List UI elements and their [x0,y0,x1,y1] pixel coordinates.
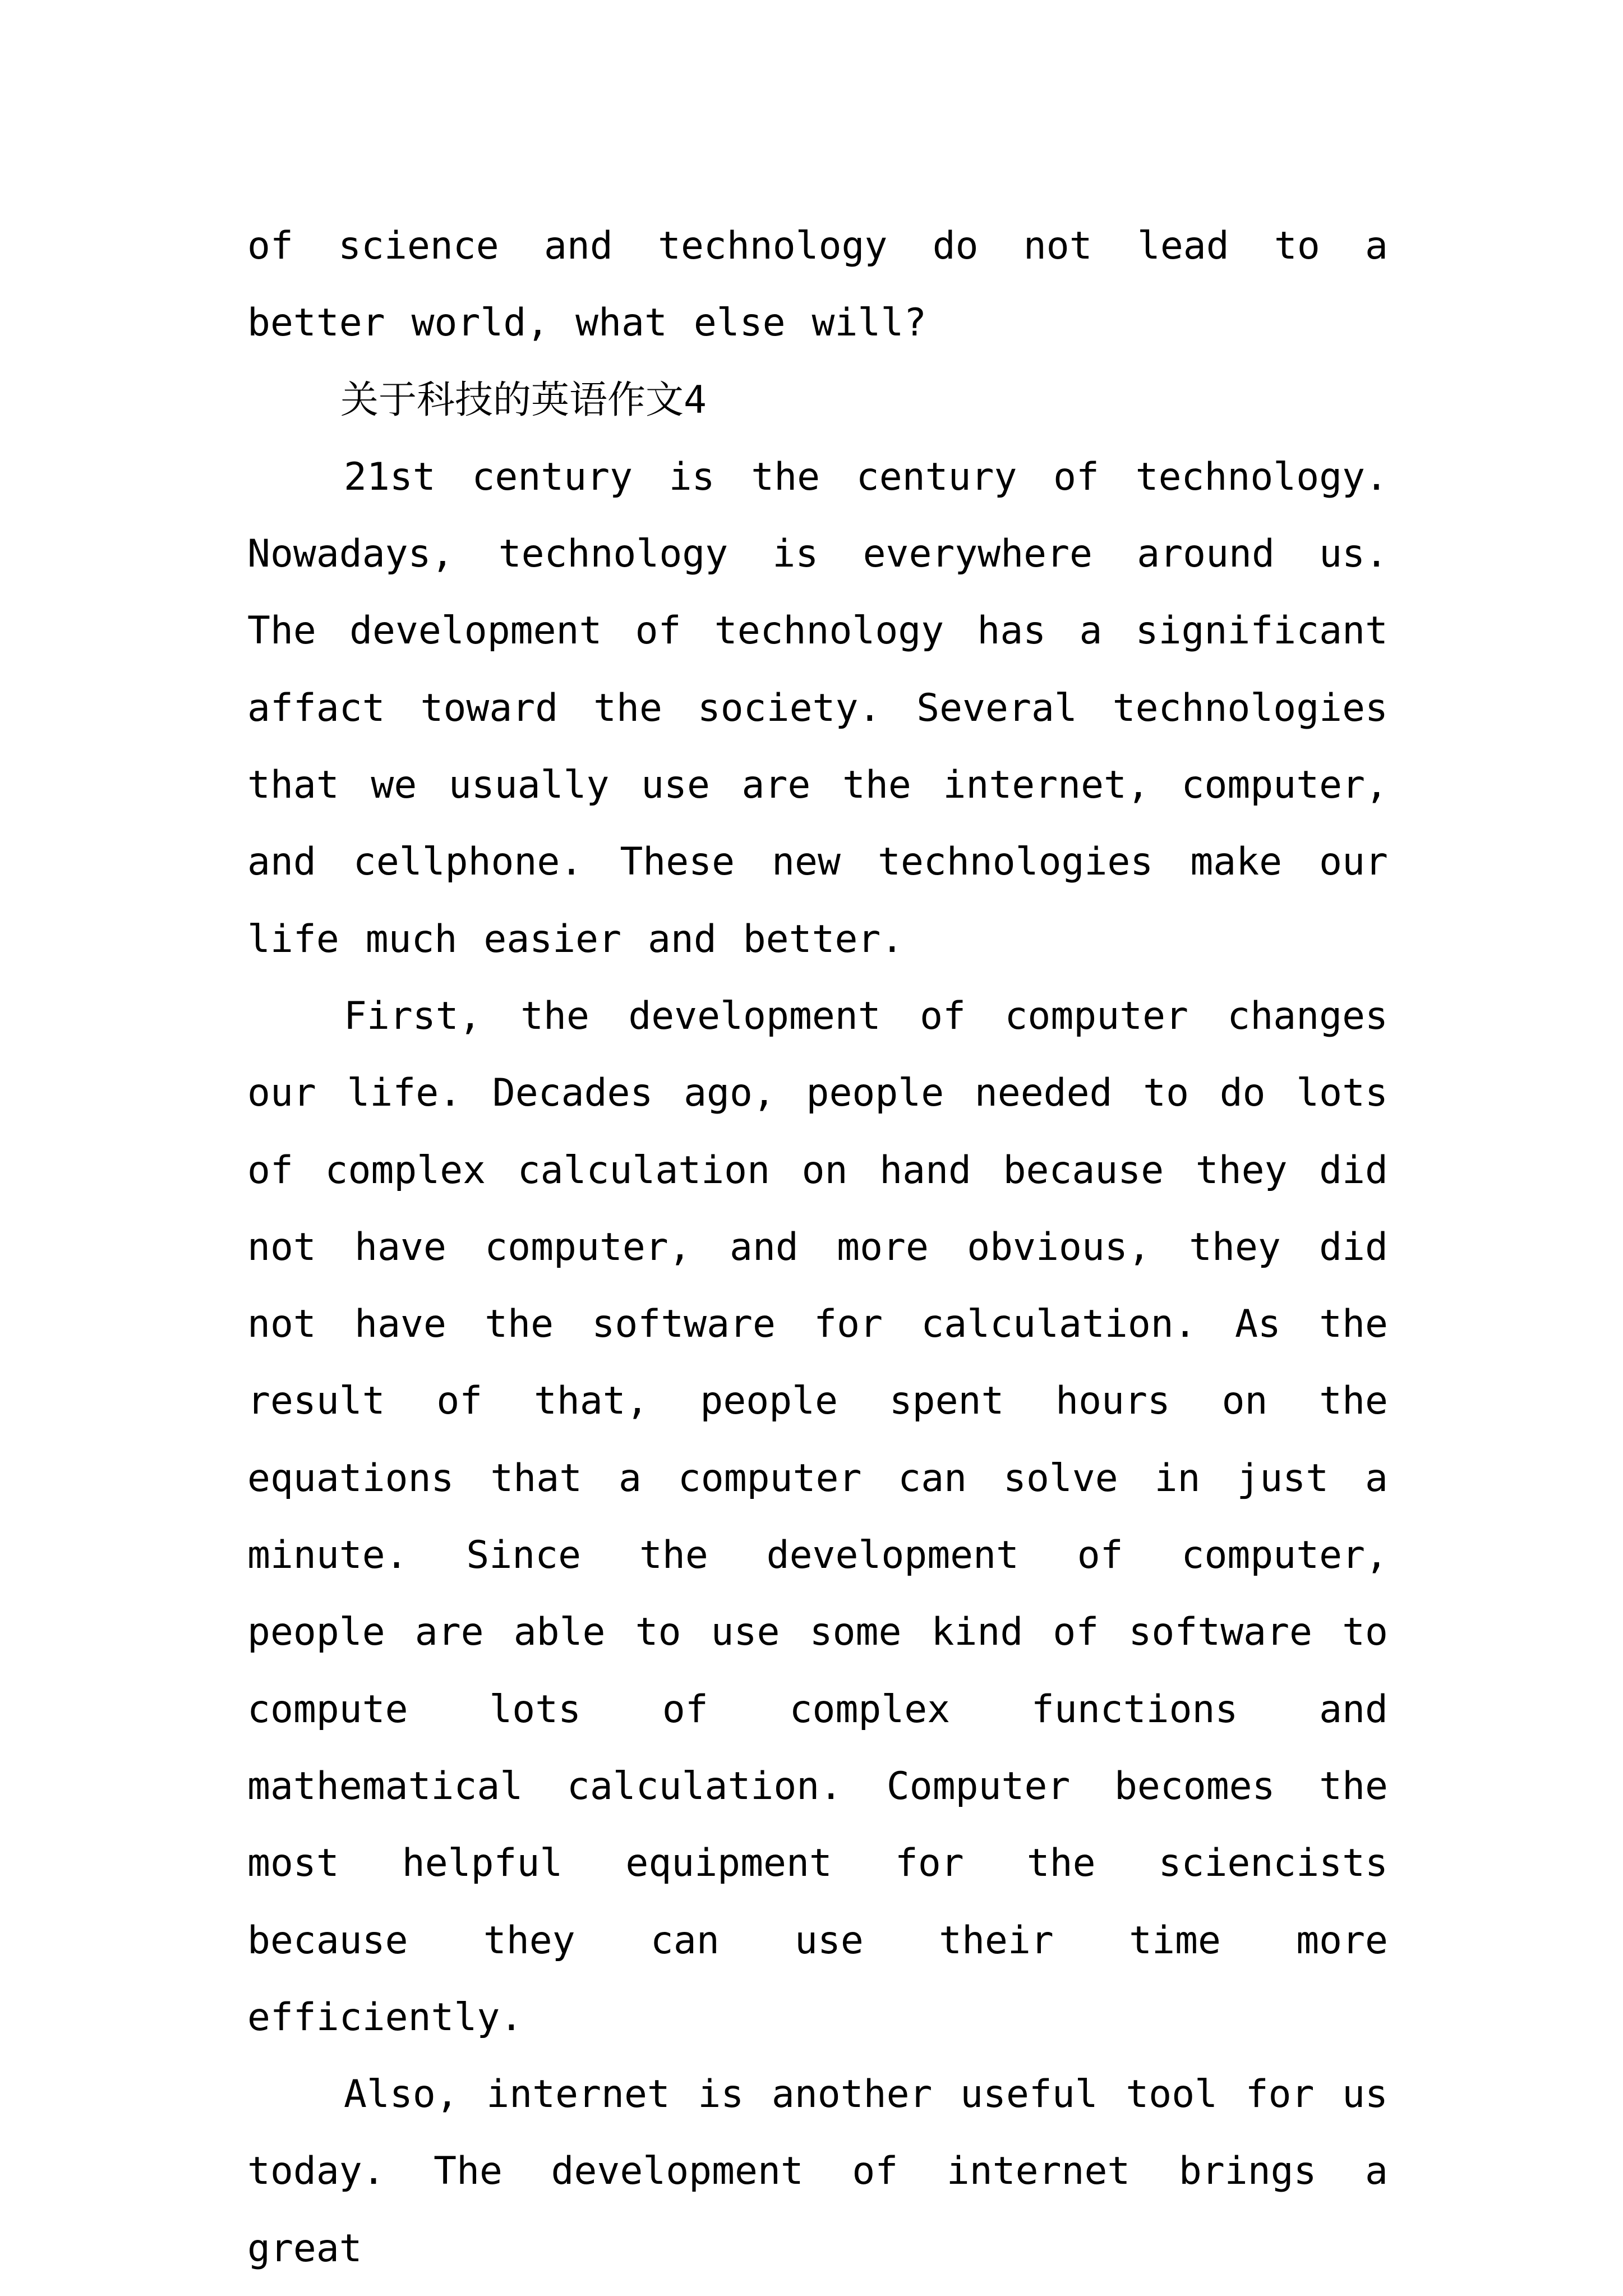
paragraph-intro: 21st century is the century of technology. Nowadays, technology is everywhere around us. The development of technology has a significant affact toward the society. Several technologies that we usually use are the internet, computer, and cellphone. These new technologies make our life much easier and better. [247,454,1388,961]
continuation-paragraph: of science and technology do not lead to a better world, what else will? [247,224,1388,346]
section-heading: 关于科技的英语作文4 [340,378,707,422]
paragraph-internet: Also, internet is another useful tool for us today. The development of internet brings a great [247,2072,1388,2271]
document-body [247,208,1388,2287]
paragraph-computer: First, the development of computer changes our life. Decades ago, people needed to do lots of complex calculation on hand because they did not have computer, and more obvious, they did not have the software for calculation. As the result of that, people spent hours on the equations that a computer can solve in just a minute. Since the development of computer, people are able to use some kind of software to compute lots of complex functions and mathematical calculation. Computer becomes the most helpful equipment for the sciencists because they can use their time more efficiently. [247,993,1388,2040]
